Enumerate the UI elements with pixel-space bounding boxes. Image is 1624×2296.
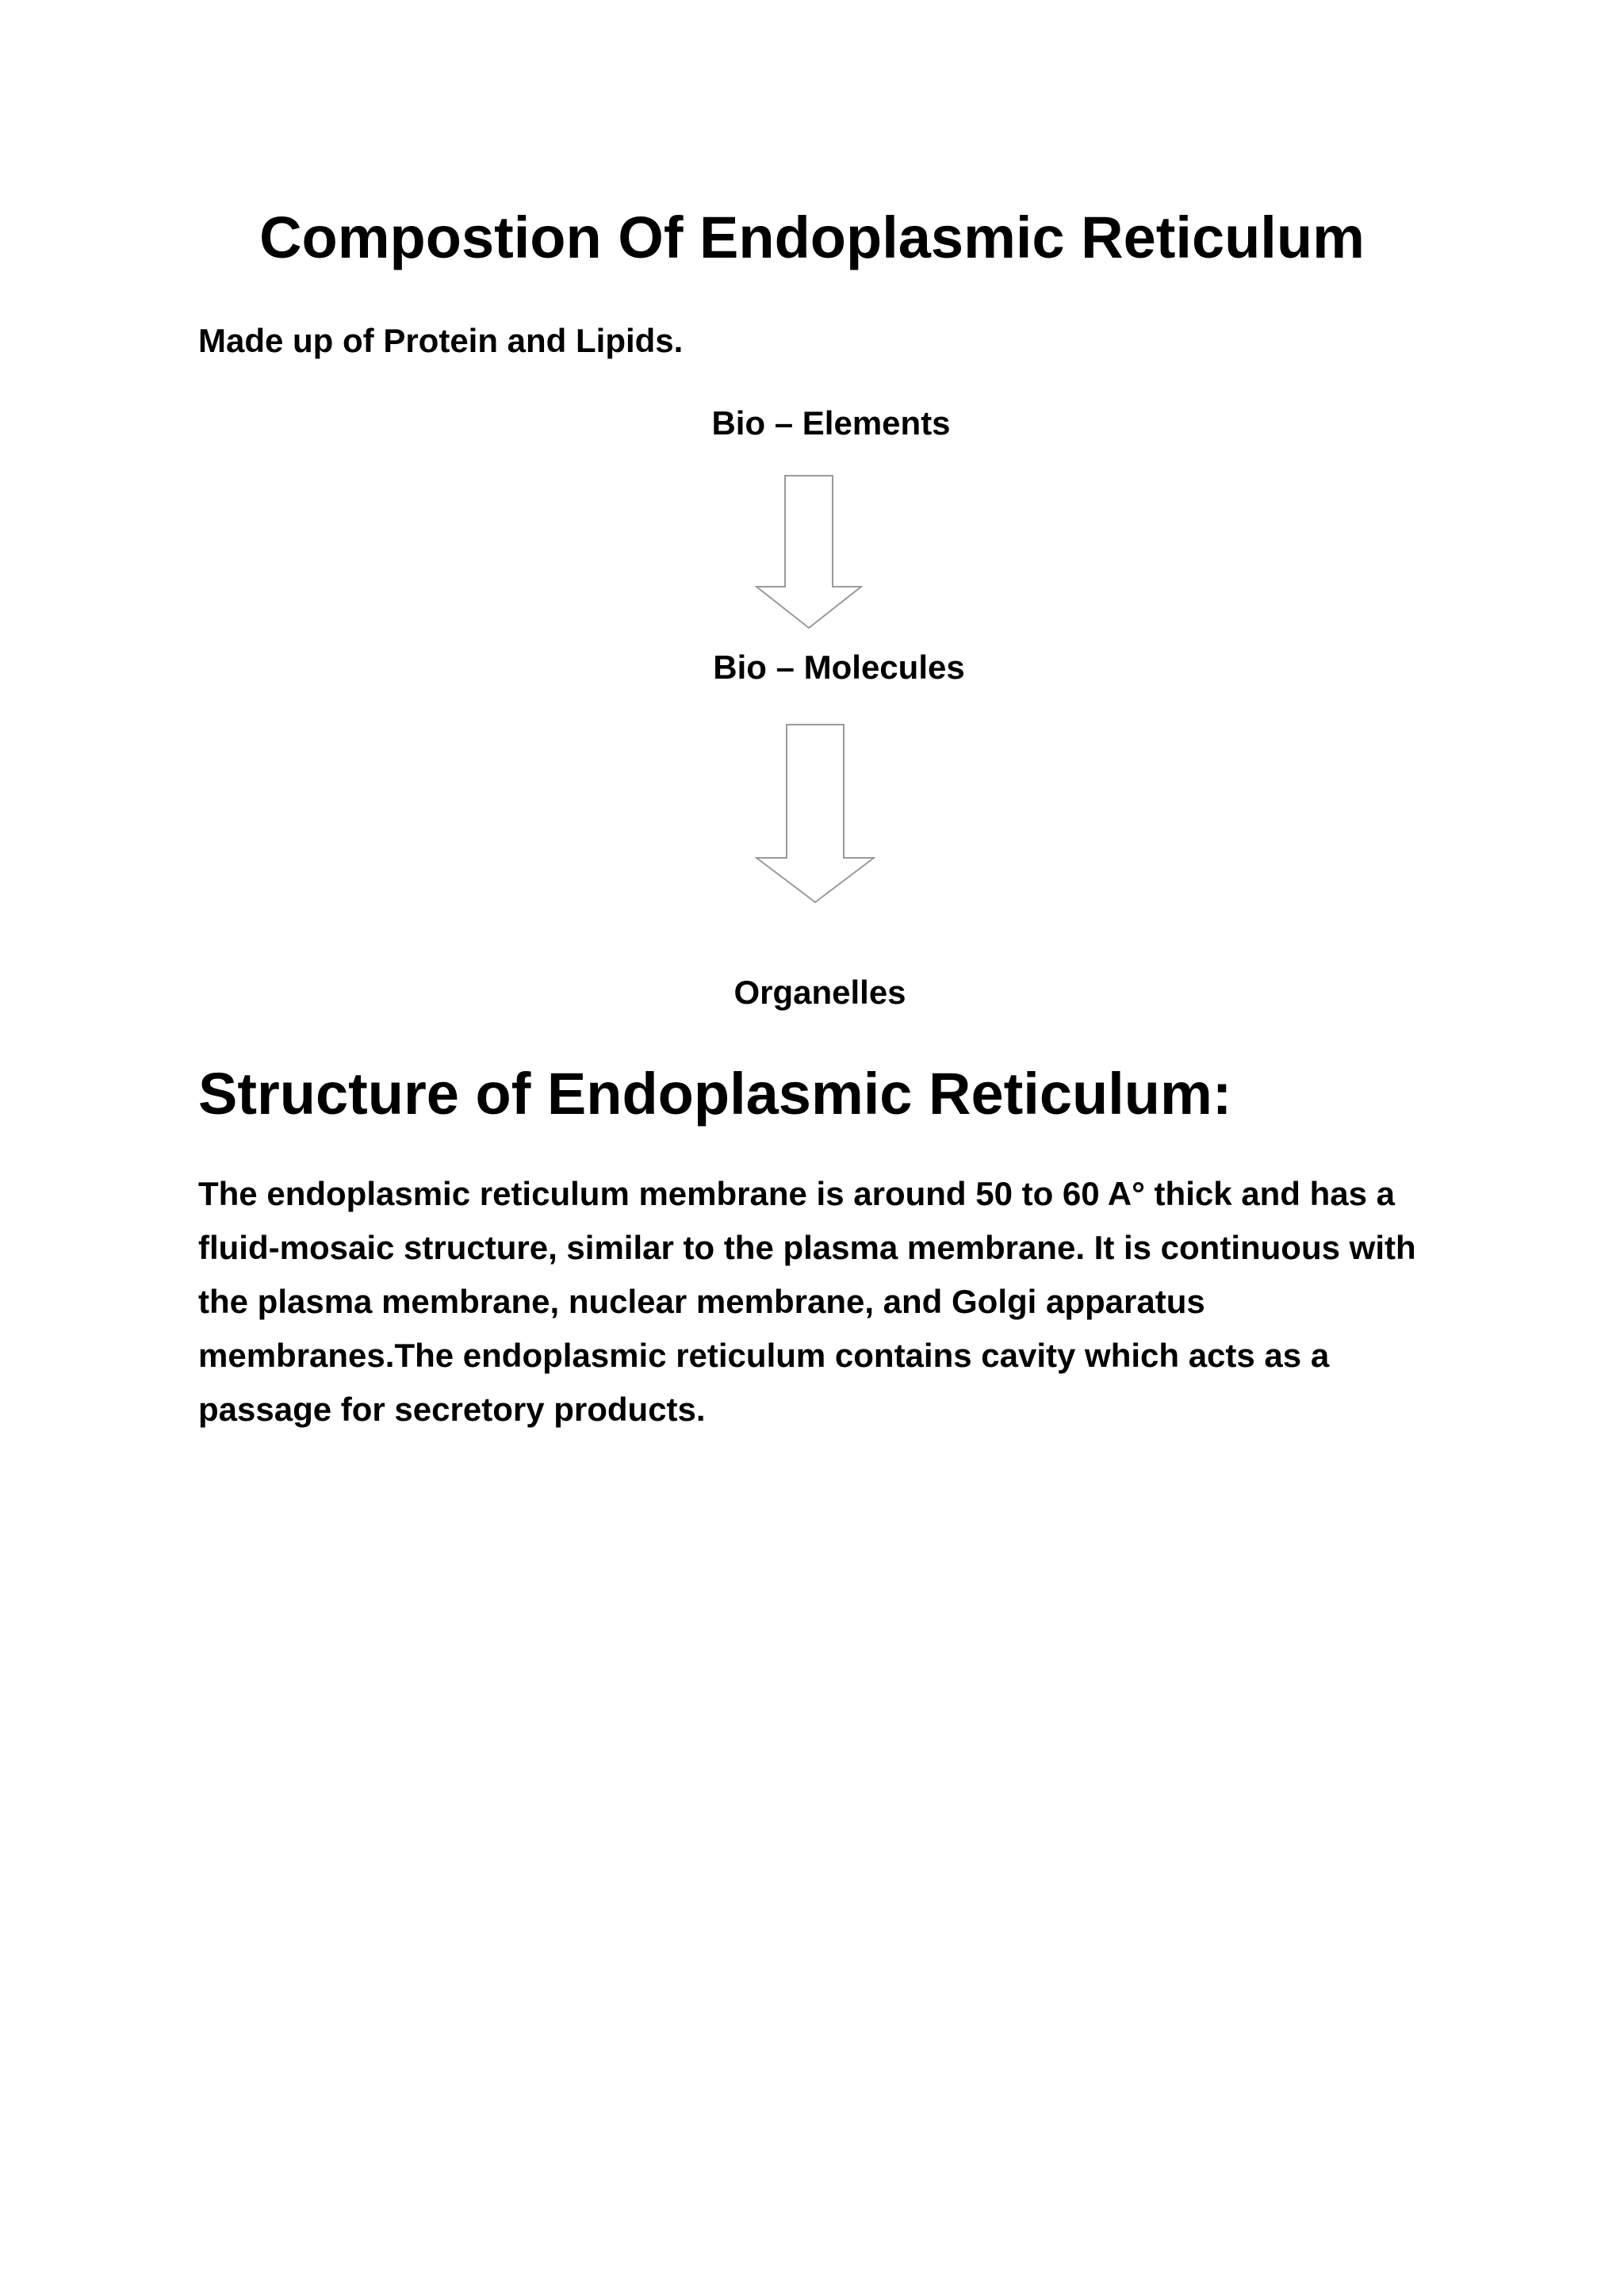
intro-text: Made up of Protein and Lipids. <box>198 322 684 359</box>
section-title: Structure of Endoplasmic Reticulum: <box>198 1061 1232 1127</box>
flow-step-organelles: Organelles <box>733 974 906 1011</box>
down-arrow-icon <box>755 474 863 629</box>
document-title: Compostion Of Endoplasmic Reticulum <box>259 205 1365 270</box>
flow-step-bio-elements: Bio – Elements <box>711 404 951 442</box>
flow-step-bio-molecules: Bio – Molecules <box>713 649 965 686</box>
structure-paragraph: The endoplasmic reticulum membrane is around 50 to 60 A° thick and has a fluid-mosaic structure, similar to the plasma membrane. It is continuous with the plasma membrane, nuclear membrane, and Golgi apparatus membranes.The endoplasmic reticulum contains cavity which acts as a passage for secretory products. <box>198 1175 1416 1428</box>
down-arrow-icon <box>755 723 875 904</box>
